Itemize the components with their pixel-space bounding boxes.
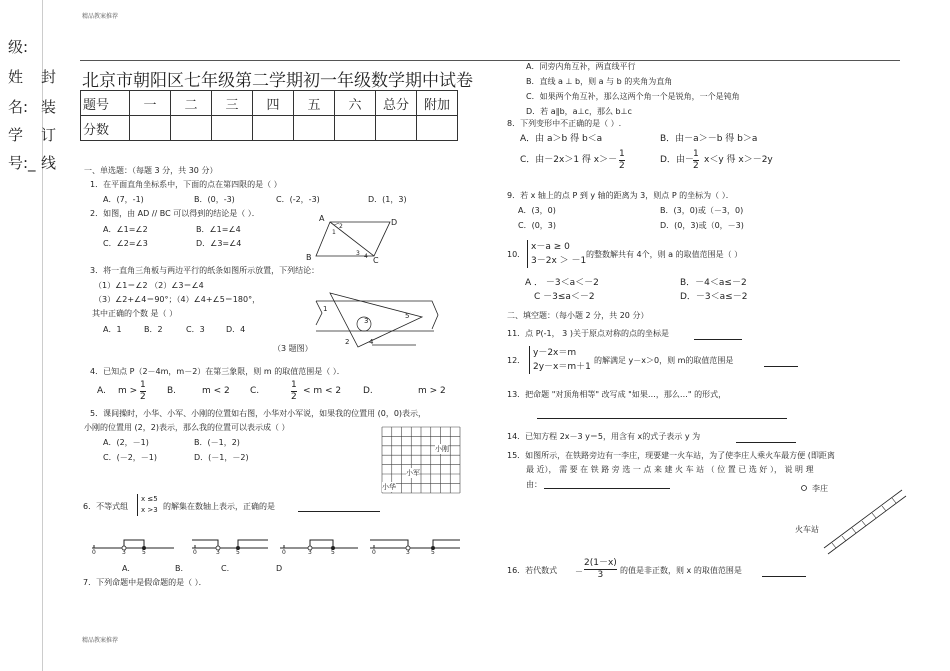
score-header-cell: 四 (253, 91, 294, 116)
q10-system (527, 240, 586, 268)
q6-option-c: C. (221, 564, 230, 573)
page-title: 北京市朝阳区七年级第二学期初一年级数学期中试卷 (82, 71, 473, 91)
q16-prefix: 16．若代数式 (507, 566, 558, 575)
score-header-cell: 六 (335, 91, 376, 116)
q6-line-c-tick-3: 3 (308, 549, 312, 556)
q6-text: 的解集在数轴上表示，正确的是 (163, 502, 275, 511)
q2-option-a: A．∠1=∠2 (103, 225, 148, 234)
q3-fig-label-3: 3 (364, 317, 369, 325)
q4-option-c-label: C. (250, 386, 260, 396)
q13-answer-blank[interactable] (537, 409, 787, 419)
q6-option-d: D (276, 564, 283, 573)
score-input-cell[interactable] (294, 116, 335, 141)
q4-a-denominator: 2 (140, 392, 146, 402)
q3-text: 3．将一直角三角板与两边平行的纸条如图所示放置，下列结论： (90, 266, 320, 275)
q3-fig-label-4: 4 (369, 338, 374, 346)
q8-option-a: A．由 a＞b 得 b＜a (520, 134, 603, 144)
q1-text: 1．在平面直角坐标系中，下面的点在第四限的是（ ） (90, 180, 282, 189)
q6-system (137, 494, 158, 516)
score-table (80, 90, 458, 141)
q8-option-c-fraction (619, 149, 625, 172)
side-label-class: 级: (8, 38, 29, 56)
q12-answer-blank[interactable] (764, 357, 798, 367)
q15-text-line1: 15．如图所示，在铁路旁边有一李庄，现要建一火车站，为了使李庄人乘火车最方便 (即距离 (507, 451, 835, 460)
q10-prefix: 10． (507, 250, 526, 259)
q1-option-a: A．(7，-1) (103, 195, 144, 204)
q1-option-b: B．(0，-3) (194, 195, 235, 204)
q6-number-lines (88, 532, 468, 562)
q6-system-line2: x >3 (141, 506, 158, 514)
q4-a-numerator: 1 (140, 380, 146, 390)
q8-option-d-fraction (693, 149, 699, 172)
q10-option-d: D．－3＜a≤－2 (680, 292, 748, 302)
q6-answer-blank[interactable] (298, 501, 380, 512)
q9-option-b: B．(3，0)或（－3，0) (660, 206, 744, 215)
q2-option-b: B．∠1=∠4 (196, 225, 241, 234)
q14-text: 14．已知方程 2x－3 y＝5，用含有 x的式子表示 y 为 (507, 432, 701, 441)
q4-option-a-expr: m > (118, 386, 138, 396)
q12-system (529, 346, 591, 374)
q2-fig-label-3: 3 (356, 250, 360, 257)
q16-denominator: 3 (597, 570, 604, 580)
q2-fig-label-4: 4 (364, 253, 368, 260)
score-input-cell[interactable] (253, 116, 294, 141)
q3-statement-1: （1）∠1＝∠2 （2）∠3＝∠4 (94, 281, 204, 290)
q2-fig-label-1: 1 (332, 229, 336, 236)
score-header-cell: 题号 (81, 91, 130, 116)
q5-option-b: B．(－1，2) (194, 438, 240, 447)
q12-prefix: 12． (507, 356, 526, 365)
q6-system-line1: x ≤5 (141, 495, 158, 503)
q6-line-b-tick-0: 0 (193, 549, 197, 556)
q15-label-lizhuang: 李庄 (812, 484, 828, 493)
q10-text: 的整数解共有 4个，则 a 的取值范围是（ ） (586, 250, 743, 259)
section-1-heading: 一、单选题：（每题 3 分，共 30 分） (84, 166, 218, 175)
q7-option-d: D．若 a∥b，a⊥c，那么 b⊥c (526, 107, 632, 116)
q4-option-c-expr: < m < 2 (303, 386, 342, 396)
score-header-cell: 一 (130, 91, 171, 116)
top-rule (80, 60, 900, 61)
score-input-cell[interactable] (171, 116, 212, 141)
binding-char-4: 线 (41, 154, 57, 172)
q8-d-numerator: 1 (693, 149, 699, 159)
q2-option-d: D．∠3=∠4 (196, 239, 242, 248)
score-input-cell[interactable] (212, 116, 253, 141)
q12-system-line2: 2y－x＝m＋1 (533, 362, 591, 372)
q9-option-d: D．(0，3)或（0，－3) (660, 221, 744, 230)
q16-minus: － (575, 567, 583, 576)
q2-fig-label-d: D (391, 218, 398, 227)
q2-option-c: C．∠2=∠3 (103, 239, 148, 248)
q16-answer-blank[interactable] (762, 567, 806, 577)
q6-line-a-tick-5: 5 (142, 549, 146, 556)
q11-answer-blank[interactable] (694, 330, 742, 340)
score-header-cell: 二 (171, 91, 212, 116)
q5-grid-label-xiaogang: 小刚 (435, 445, 449, 453)
q5-text-line2: 小刚的位置用 (2，2)表示，那么我的位置可以表示成（ ） (84, 423, 290, 432)
q6-option-a: A. (122, 564, 130, 573)
q3-fig-label-1: 1 (323, 305, 328, 313)
q4-option-b-expr: m < 2 (202, 386, 230, 396)
q6-option-b: B. (175, 564, 184, 573)
q4-option-a-label: A. (97, 386, 106, 396)
score-header-cell: 五 (294, 91, 335, 116)
q6-line-b-tick-5: 5 (236, 549, 240, 556)
score-input-cell[interactable] (417, 116, 458, 141)
q8-d-denominator: 2 (693, 161, 699, 171)
q4-option-c-fraction (291, 380, 297, 403)
q15-label-station: 火车站 (795, 525, 819, 534)
q7-option-a: A．同旁内角互补，两直线平行 (526, 62, 636, 71)
q4-c-numerator: 1 (291, 380, 297, 390)
q3-option-d: D．4 (226, 325, 246, 334)
q1-option-c: C．(-2，-3) (276, 195, 320, 204)
score-row-label: 分数 (81, 116, 130, 141)
q4-option-d-label: D. (363, 386, 373, 396)
score-value-row (81, 116, 458, 141)
q12-system-line1: y－2x＝m (533, 348, 577, 358)
q5-grid-label-xiaojun: 小军 (406, 469, 420, 477)
binding-char-1: 封 (41, 68, 57, 86)
q9-option-c: C．(0，3) (518, 221, 557, 230)
score-input-cell[interactable] (335, 116, 376, 141)
q3-option-c: C．3 (186, 325, 205, 334)
q3-option-b: B．2 (144, 325, 163, 334)
q15-railway-figure (822, 488, 912, 558)
score-input-cell[interactable] (376, 116, 417, 141)
q12-text: 的解满足 y－x＞0，则 m的取值范围是 (594, 356, 734, 365)
q3-option-a: A．1 (103, 325, 122, 334)
q6-line-c-tick-5: 5 (331, 549, 335, 556)
q10-option-c: C －3≤a＜－2 (534, 292, 595, 302)
q8-c-numerator: 1 (619, 149, 625, 159)
q3-statement-2: （3）∠2+∠4＝90°；（4）∠4+∠5＝180°， (94, 295, 261, 304)
score-header-cell: 三 (212, 91, 253, 116)
q3-fig-label-2: 2 (345, 338, 350, 346)
score-header-cell: 总分 (376, 91, 417, 116)
q11-text: 11．点 P(-1， 3 )关于原点对称的点的坐标是 (507, 329, 669, 338)
q10-system-line2: 3－2x ＞ －1 (531, 256, 587, 266)
q4-text: 4．已知点 P（2－4m，m－2）在第三象限，则 m 的取值范围是（ ）． (90, 367, 345, 376)
binding-char-2: 装 (41, 98, 57, 116)
q16-fraction (584, 558, 617, 581)
q6-line-d-tick-3: 3 (406, 549, 410, 556)
side-label-name2: 名: (8, 98, 29, 116)
q2-fig-label-a: A (319, 214, 325, 223)
q8-option-b: B．由－a＞－b 得 b＞a (660, 134, 758, 144)
q13-text: 13．把命题 "对顶角相等" 改写成 "如果…，那么…" 的形式， (507, 390, 727, 399)
q9-text: 9．若 x 轴上的点 P 到 y 轴的距离为 3，则点 P 的坐标为（ ）． (507, 191, 734, 200)
q2-fig-label-c: C (373, 256, 379, 265)
q9-option-a: A．(3，0) (518, 206, 556, 215)
q7-text: 7．下列命题中是假命题的是（ ）． (83, 578, 207, 587)
q10-option-b: B．－4＜a≤－2 (680, 278, 747, 288)
q16-text: 的值是非正数，则 x 的取值范围是 (620, 566, 742, 575)
q1-option-d: D．(1，3) (368, 195, 407, 204)
q3-figure (312, 291, 442, 349)
q6-line-a-tick-3: 3 (122, 549, 126, 556)
q5-text-line1: 5．课间操时，小华、小军、小刚的位置如右图，小华对小军说，如果我的位置用 (0，0)表示， (90, 409, 427, 418)
q7-option-c: C．如果两个角互补，那么这两个角一个是锐角，一个是钝角 (526, 92, 740, 101)
q2-fig-label-b: B (306, 253, 312, 262)
q8-text: 8．下列变形中不正确的是（ ）. (507, 119, 622, 128)
q5-grid-label-xiaohua: 小华 (382, 483, 396, 491)
q6-line-b-tick-3: 3 (216, 549, 220, 556)
section-2-heading: 二、填空题：（每小题 2 分，共 20 分） (507, 311, 649, 320)
q16-numerator: 2(1－x) (584, 558, 617, 568)
q5-option-d: D．(－1，－2) (194, 453, 249, 462)
q6-line-d-tick-0: 0 (372, 549, 376, 556)
binding-char-3: 订 (41, 126, 57, 144)
q8-option-d-text: D．由－ (660, 155, 694, 165)
q8-option-c-text: C．由－2x＞1 得 x＞－ (520, 155, 618, 165)
q3-fig-label-5: 5 (405, 312, 410, 320)
q4-option-d-expr: m > 2 (418, 386, 446, 396)
q6-line-c-tick-0: 0 (282, 549, 286, 556)
header-note: 精品教案推荐 (82, 13, 119, 20)
q7-option-b: B．直线 a ⊥ b，则 a 与 b 的夹角为直角 (526, 77, 673, 86)
q2-text: 2．如图，由 AD // BC 可以得到的结论是（ ）． (90, 209, 260, 218)
q4-option-b-label: B. (167, 386, 177, 396)
side-label-number2: 号:_ (8, 154, 36, 172)
q4-c-denominator: 2 (291, 392, 297, 402)
q15-text-line2: 最 近）， 需 要 在 铁 路 旁 选 一 点 来 建 火 车 站 （ 位 置 已 选 好 ）， 说 明 理 (526, 465, 814, 474)
q10-option-a: A ． －3＜a＜－2 (525, 278, 599, 288)
q6-prefix: 6．不等式组 (83, 502, 129, 511)
q10-system-line1: x－a ≥ 0 (531, 242, 570, 252)
q14-answer-blank[interactable] (736, 433, 796, 443)
q15-text-line3: 由： (526, 480, 542, 489)
score-input-cell[interactable] (130, 116, 171, 141)
q2-fig-label-2: 2 (339, 223, 343, 230)
q5-option-a: A．(2，－1) (103, 438, 149, 447)
q3-question: 其中正确的个数 是（ ） (92, 309, 178, 318)
score-header-row (81, 91, 458, 116)
q8-option-d-rest: x＜y 得 x＞－2y (704, 155, 773, 165)
q8-c-denominator: 2 (619, 161, 625, 171)
score-header-cell: 附加 (417, 91, 458, 116)
q6-line-a-tick-0: 0 (92, 549, 96, 556)
q6-line-d-tick-5: 5 (431, 549, 435, 556)
footer-note: 精品教案推荐 (82, 637, 119, 644)
q4-option-a-fraction (140, 380, 146, 403)
q5-option-c: C．(－2，－1) (103, 453, 158, 462)
q15-answer-blank[interactable] (544, 479, 670, 489)
side-label-name1: 姓 (8, 68, 24, 86)
q3-figure-caption: （3 题图） (273, 344, 313, 353)
side-label-number1: 学 (8, 126, 24, 144)
